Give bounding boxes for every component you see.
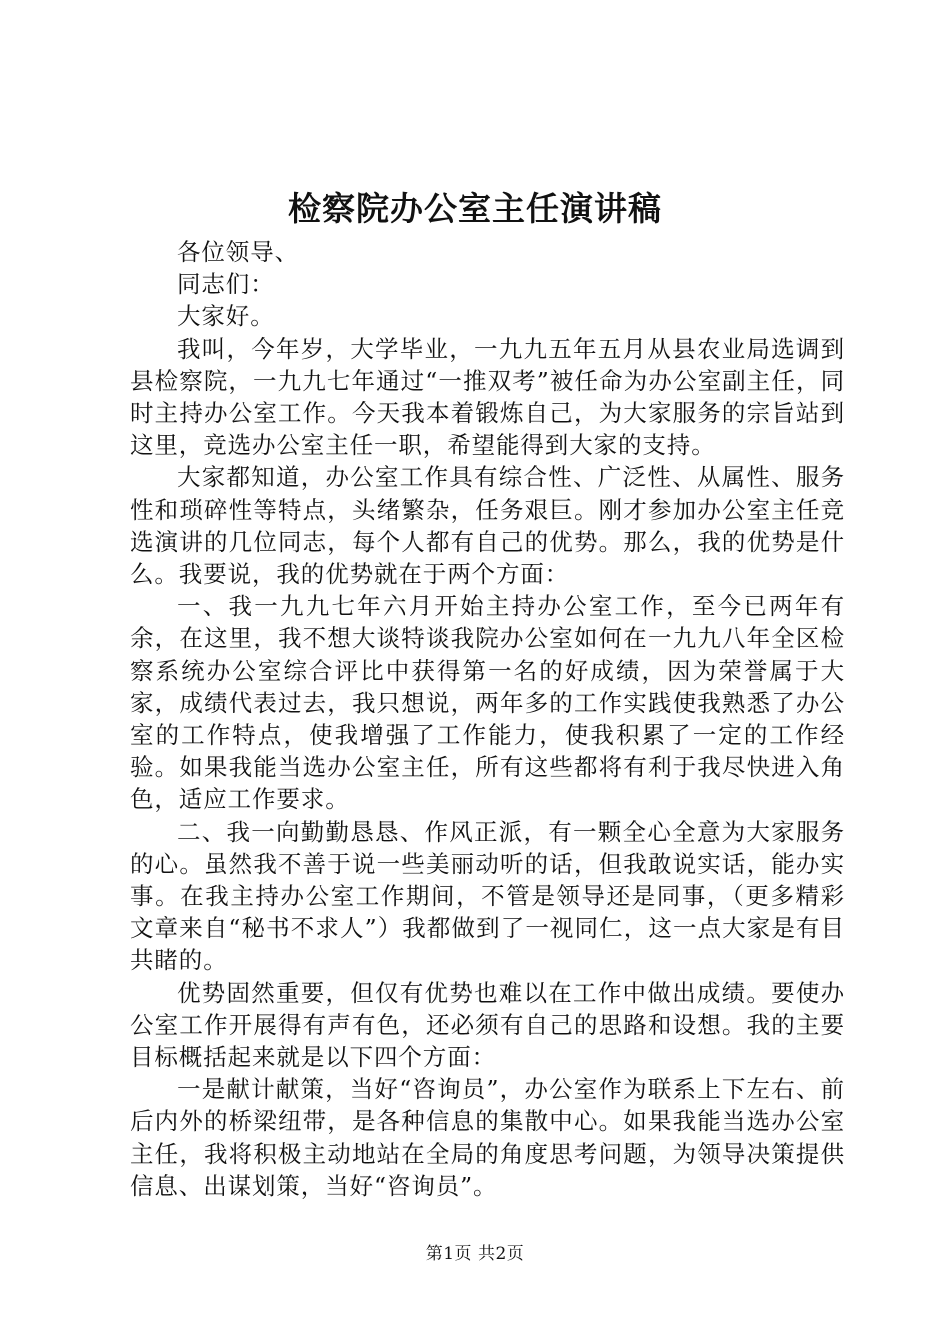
paragraph-introduction: 我叫，今年岁，大学毕业，一九九五年五月从县农业局选调到县检察院，一九九七年通过“一推双考”被任命为办公室副主任，同时主持办公室工作。今天我本着锻炼自己，为大家服务的宗旨站到这里，竞选办公室主任一职，希望能得到大家的支持。 (130, 334, 845, 460)
paragraph-advantage-two: 二、我一向勤勤恳恳、作风正派，有一颗全心全意为大家服务的心。虽然我不善于说一些美丽动听的话，但我敢说实话，能办实事。在我主持办公室工作期间，不管是领导还是同事，（更多精彩文章来自“秘书不求人”）我都做到了一视同仁，这一点大家是有目共睹的。 (130, 817, 845, 975)
paragraph-goals-intro: 优势固然重要，但仅有优势也难以在工作中做出成绩。要使办公室工作开展得有声有色，还必须有自己的思路和设想。我的主要目标概括起来就是以下四个方面： (130, 978, 845, 1072)
paragraph-salutation-comrades: 同志们： (177, 270, 275, 299)
document-title: 检察院办公室主任演讲稿 (288, 189, 662, 228)
paragraph-advantage-one: 一、我一九九七年六月开始主持办公室工作，至今已两年有余，在这里，我不想大谈特谈我院办公室如何在一九九八年全区检察系统办公室综合评比中获得第一名的好成绩，因为荣誉属于大家，成绩代表过去，我只想说，两年多的工作实践使我熟悉了办公室的工作特点，使我增强了工作能力，使我积累了一定的工作经验。如果我能当选办公室主任，所有这些都将有利于我尽快进入角色，适应工作要求。 (130, 592, 845, 814)
paragraph-office-characteristics: 大家都知道，办公室工作具有综合性、广泛性、从属性、服务性和琐碎性等特点，头绪繁杂，任务艰巨。刚才参加办公室主任竞选演讲的几位同志，每个人都有自己的优势。那么，我的优势是什么。我要说，我的优势就在于两个方面： (130, 463, 845, 589)
document-body (130, 236, 845, 1202)
paragraph-goal-one: 一是献计献策，当好“咨询员”，办公室作为联系上下左右、前后内外的桥梁纽带，是各种信息的集散中心。如果我能当选办公室主任，我将积极主动地站在全局的角度思考问题，为领导决策提供信息、出谋划策，当好“咨询员”。 (130, 1075, 845, 1200)
paragraph-salutation-leaders: 各位领导、 (177, 238, 299, 266)
paragraph-greeting: 大家好。 (177, 302, 275, 331)
page-number-footer: 第1页 共2页 (425, 1244, 525, 1264)
